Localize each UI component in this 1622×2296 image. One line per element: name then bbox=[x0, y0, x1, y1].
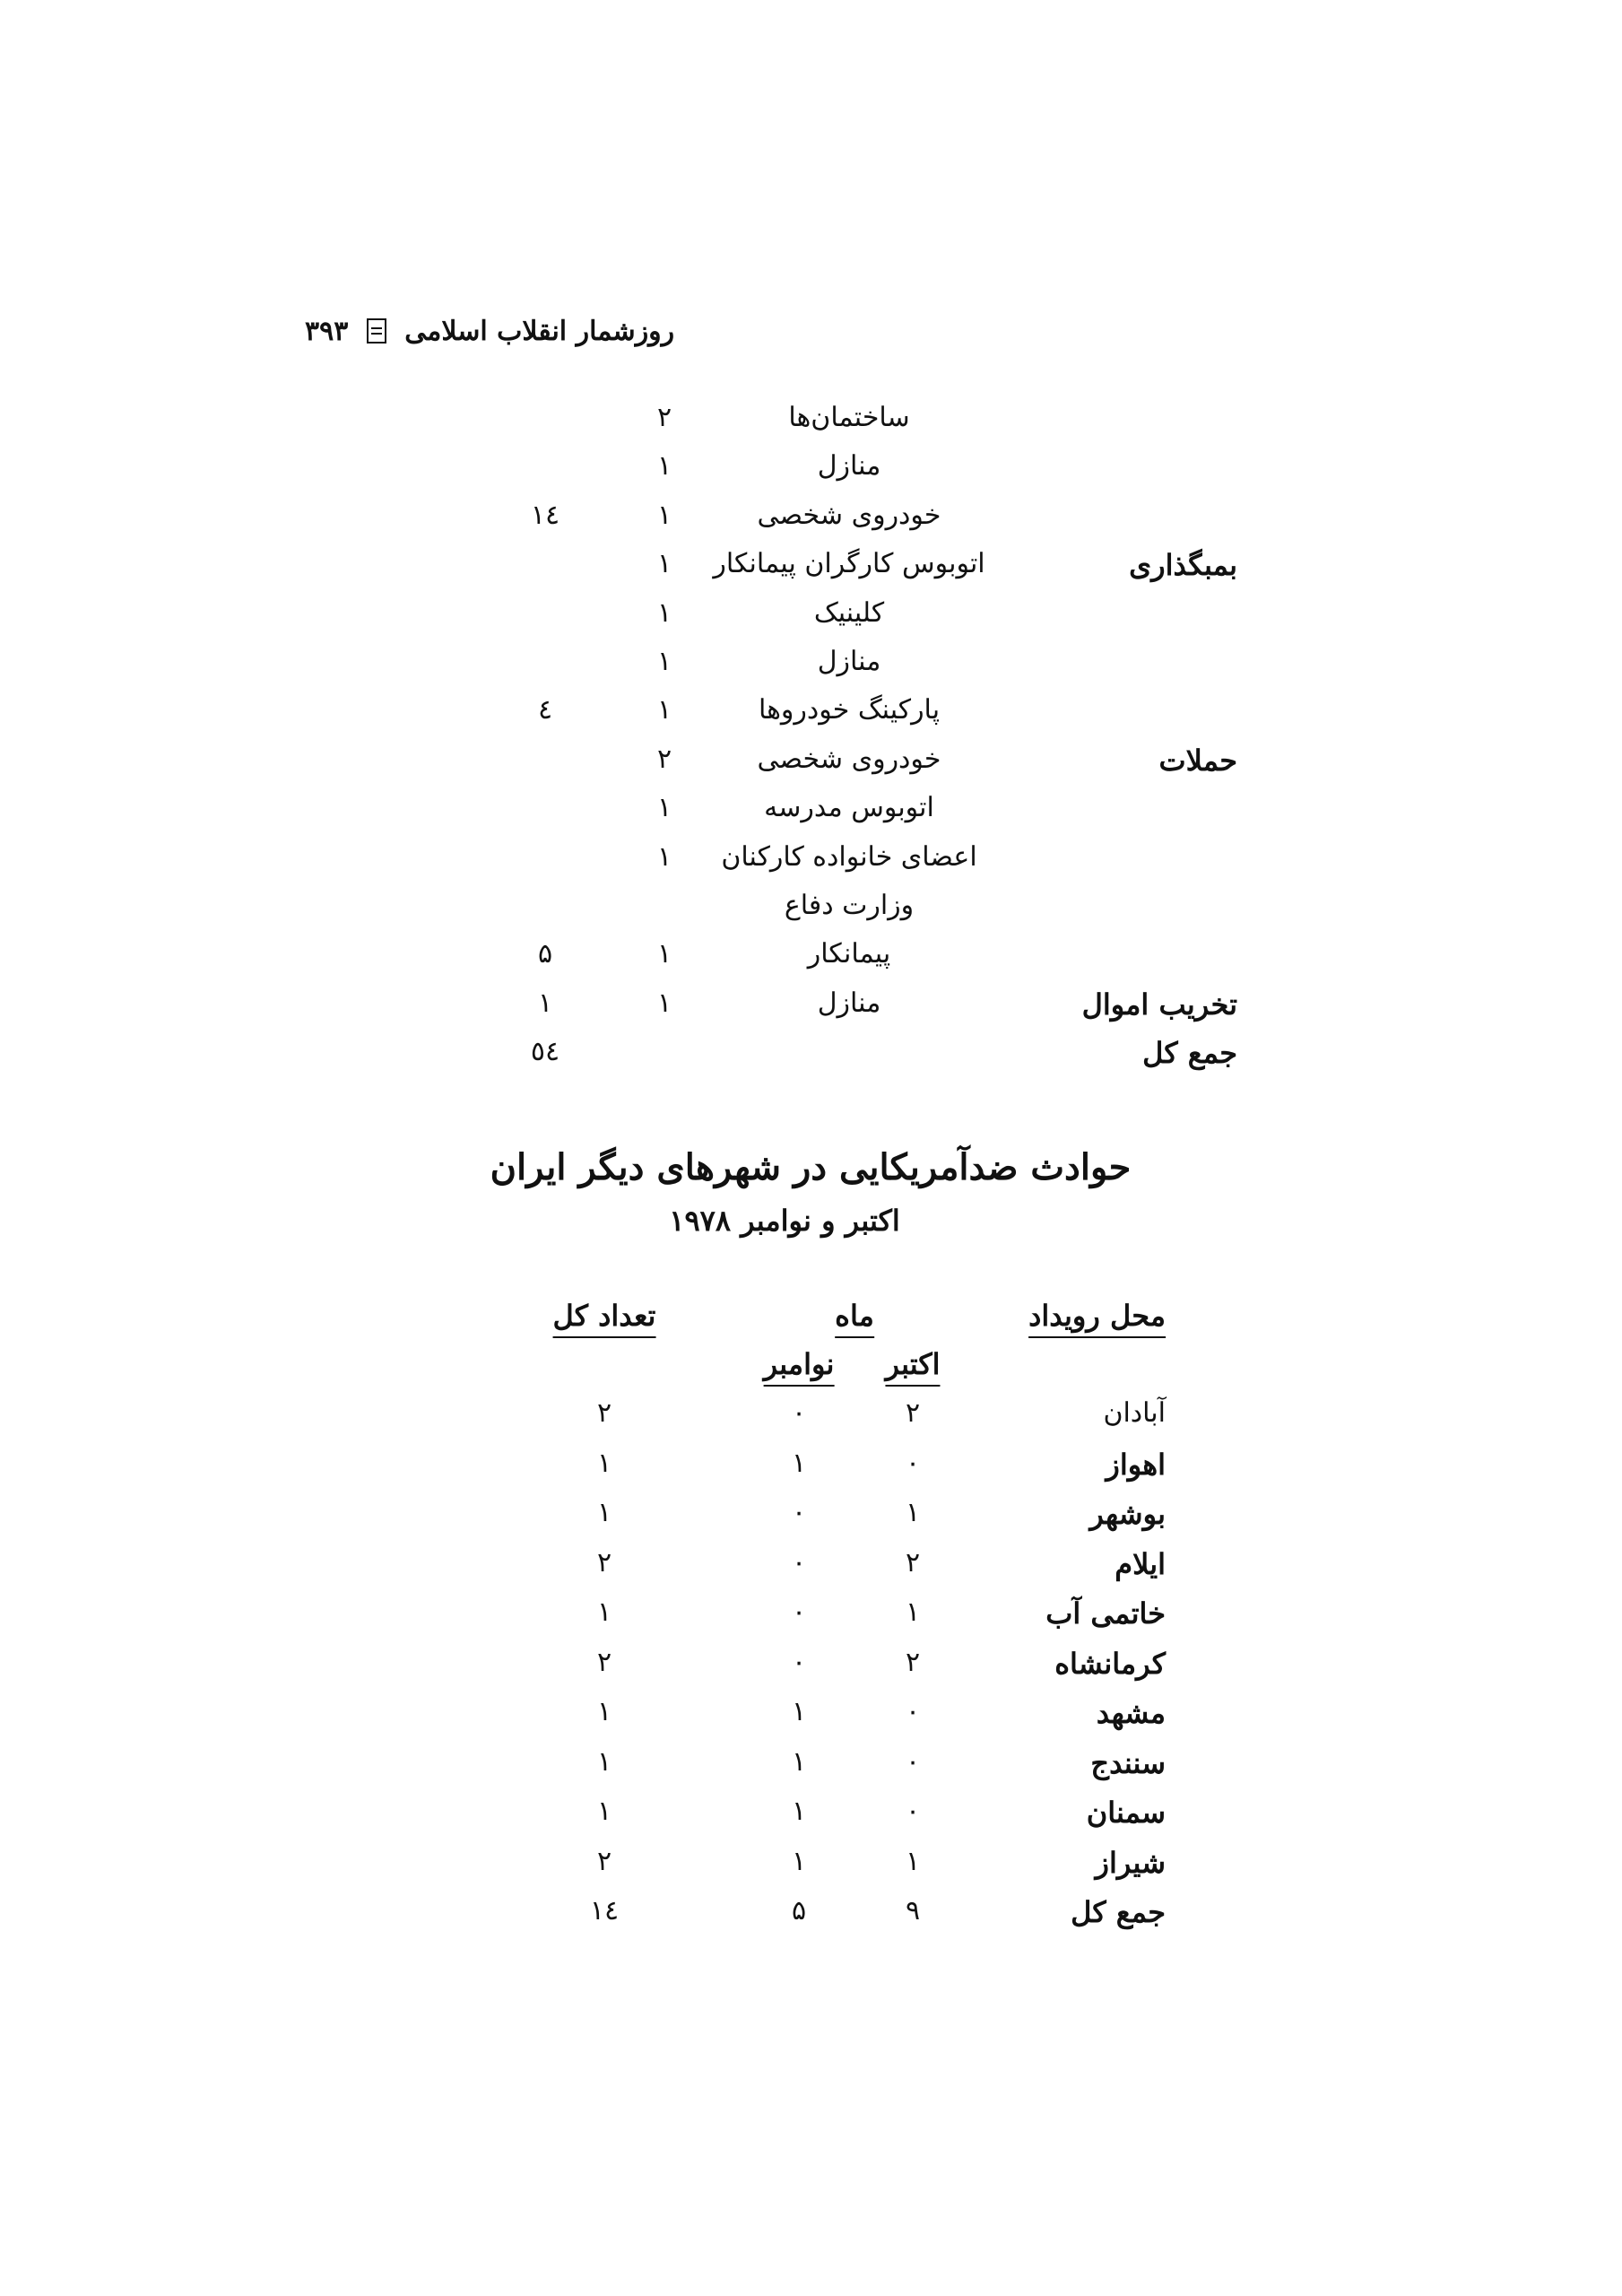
row-total: ٥٤ bbox=[530, 1036, 560, 1068]
running-header bbox=[305, 316, 674, 347]
city-name: اهواز bbox=[1106, 1447, 1166, 1482]
row-count: ۱ bbox=[656, 499, 672, 531]
row-count: ۲ bbox=[656, 743, 672, 775]
table-row bbox=[0, 938, 1622, 985]
grand-total-label: جمع کل bbox=[1071, 1895, 1166, 1929]
table-row bbox=[0, 792, 1622, 839]
grand-total-row bbox=[0, 1895, 1622, 1944]
row-count: ۱ bbox=[656, 548, 672, 580]
table-row bbox=[0, 1547, 1622, 1596]
row-item: وزارت دفاع bbox=[784, 890, 915, 921]
city-total: ۲ bbox=[596, 1546, 612, 1578]
row-count: ۱ bbox=[656, 646, 672, 677]
section-title: حوادث ضدآمریکایی در شهرهای دیگر ایران bbox=[490, 1146, 1132, 1188]
row-total: ۵ bbox=[537, 938, 553, 970]
row-category: بمبگذاری bbox=[1129, 548, 1237, 583]
city-total: ۱ bbox=[596, 1745, 612, 1778]
city-total: ۱ bbox=[596, 1796, 612, 1827]
october-count: ۲ bbox=[905, 1546, 921, 1578]
row-item: پارکینگ خودروها bbox=[758, 694, 941, 726]
document-icon bbox=[367, 318, 386, 344]
october-count: ۲ bbox=[905, 1646, 921, 1678]
col-november-header: نوامبر bbox=[764, 1347, 835, 1387]
row-item: منازل bbox=[817, 450, 881, 483]
city-total: ۱ bbox=[596, 1497, 612, 1528]
grand-total-october: ۹ bbox=[905, 1895, 921, 1926]
row-category: حملات bbox=[1158, 743, 1237, 778]
table-row bbox=[0, 1796, 1622, 1845]
row-item: خودروی شخصی bbox=[757, 499, 941, 531]
city-total: ۱ bbox=[596, 1447, 612, 1479]
row-total: ۱٤ bbox=[530, 499, 560, 531]
november-count: ۱ bbox=[791, 1745, 807, 1778]
table-row bbox=[0, 597, 1622, 644]
grand-total-value: ۱٤ bbox=[589, 1895, 620, 1926]
city-name: سمنان bbox=[1086, 1796, 1166, 1830]
table-row bbox=[0, 1448, 1622, 1497]
november-count: ۰ bbox=[791, 1397, 807, 1429]
city-name: سنندج bbox=[1090, 1745, 1166, 1780]
row-category: تخریب اموال bbox=[1081, 987, 1237, 1022]
row-count: ۲ bbox=[656, 402, 672, 433]
section-subtitle: اکتبر و نوامبر ۱۹۷۸ bbox=[669, 1204, 900, 1238]
city-name: کرمانشاه bbox=[1054, 1646, 1166, 1681]
october-count: ۰ bbox=[905, 1796, 921, 1827]
grand-total-november: ۵ bbox=[791, 1895, 807, 1926]
col-october-header: اکتبر bbox=[885, 1347, 940, 1387]
table-row bbox=[0, 841, 1622, 888]
city-total: ۲ bbox=[596, 1845, 612, 1877]
table-row bbox=[0, 1846, 1622, 1895]
october-count: ۰ bbox=[905, 1696, 921, 1727]
october-count: ۱ bbox=[905, 1596, 921, 1628]
row-count: ۱ bbox=[656, 987, 672, 1019]
row-count: ۱ bbox=[656, 450, 672, 483]
table-row bbox=[0, 1696, 1622, 1745]
city-name: آبادان bbox=[1103, 1397, 1166, 1429]
col-total-header: تعداد کل bbox=[553, 1299, 656, 1338]
table-row bbox=[0, 450, 1622, 497]
row-item: اتوبوس کارگران پیمانکار bbox=[713, 548, 985, 580]
row-item: اعضای خانواده کارکنان bbox=[721, 840, 977, 873]
november-count: ۱ bbox=[791, 1845, 807, 1877]
table-row bbox=[0, 500, 1622, 546]
row-item: کلینیک bbox=[813, 596, 885, 629]
page-number: ۳۹۳ bbox=[305, 316, 349, 347]
city-total: ۱ bbox=[596, 1596, 612, 1628]
table-row bbox=[0, 694, 1622, 741]
row-item: اتوبوس مدرسه bbox=[764, 792, 934, 824]
city-total: ۲ bbox=[596, 1646, 612, 1678]
row-count: ۱ bbox=[656, 694, 672, 726]
table-row bbox=[0, 1397, 1622, 1447]
row-item: ساختمان‌ها bbox=[788, 402, 910, 433]
col-location-header: محل رویداد bbox=[1028, 1299, 1166, 1338]
october-count: ۰ bbox=[905, 1447, 921, 1479]
table-row bbox=[0, 744, 1622, 790]
november-count: ۱ bbox=[791, 1796, 807, 1827]
table-row bbox=[0, 646, 1622, 692]
november-count: ۰ bbox=[791, 1596, 807, 1628]
row-item: منازل bbox=[817, 646, 881, 677]
city-name: خاتمی آب bbox=[1045, 1596, 1166, 1631]
table-row bbox=[0, 402, 1622, 448]
november-count: ۱ bbox=[791, 1447, 807, 1479]
row-total: ٤ bbox=[537, 694, 553, 726]
table-row bbox=[0, 1746, 1622, 1796]
book-title: روزشمار انقلاب اسلامی bbox=[404, 316, 675, 347]
table-row bbox=[0, 1596, 1622, 1646]
row-count: ۱ bbox=[656, 938, 672, 970]
november-count: ۰ bbox=[791, 1646, 807, 1678]
row-item: منازل bbox=[817, 987, 881, 1019]
row-category: جمع کل bbox=[1142, 1036, 1237, 1071]
row-count: ۱ bbox=[656, 792, 672, 824]
col-month-header: ماه bbox=[835, 1299, 874, 1338]
row-count: ۱ bbox=[656, 840, 672, 873]
table-row bbox=[0, 987, 1622, 1034]
row-item: پیمانکار bbox=[807, 938, 891, 970]
city-name: مشهد bbox=[1096, 1696, 1166, 1730]
november-count: ۰ bbox=[791, 1497, 807, 1528]
october-count: ۱ bbox=[905, 1845, 921, 1877]
city-total: ۱ bbox=[596, 1696, 612, 1727]
row-total: ۱ bbox=[537, 987, 553, 1019]
table-row bbox=[0, 890, 1622, 936]
row-count: ۱ bbox=[656, 596, 672, 629]
table-row bbox=[0, 1036, 1622, 1083]
row-item: خودروی شخصی bbox=[757, 743, 941, 775]
city-name: بوشهر bbox=[1089, 1497, 1166, 1531]
table-row bbox=[0, 548, 1622, 595]
october-count: ۱ bbox=[905, 1497, 921, 1528]
city-name: ایلام bbox=[1115, 1546, 1166, 1581]
city-name: شیراز bbox=[1095, 1845, 1166, 1880]
table-row bbox=[0, 1647, 1622, 1696]
november-count: ۰ bbox=[791, 1546, 807, 1578]
october-count: ۲ bbox=[905, 1397, 921, 1429]
october-count: ۰ bbox=[905, 1745, 921, 1778]
november-count: ۱ bbox=[791, 1696, 807, 1727]
city-total: ۲ bbox=[596, 1397, 612, 1429]
table-row bbox=[0, 1497, 1622, 1546]
